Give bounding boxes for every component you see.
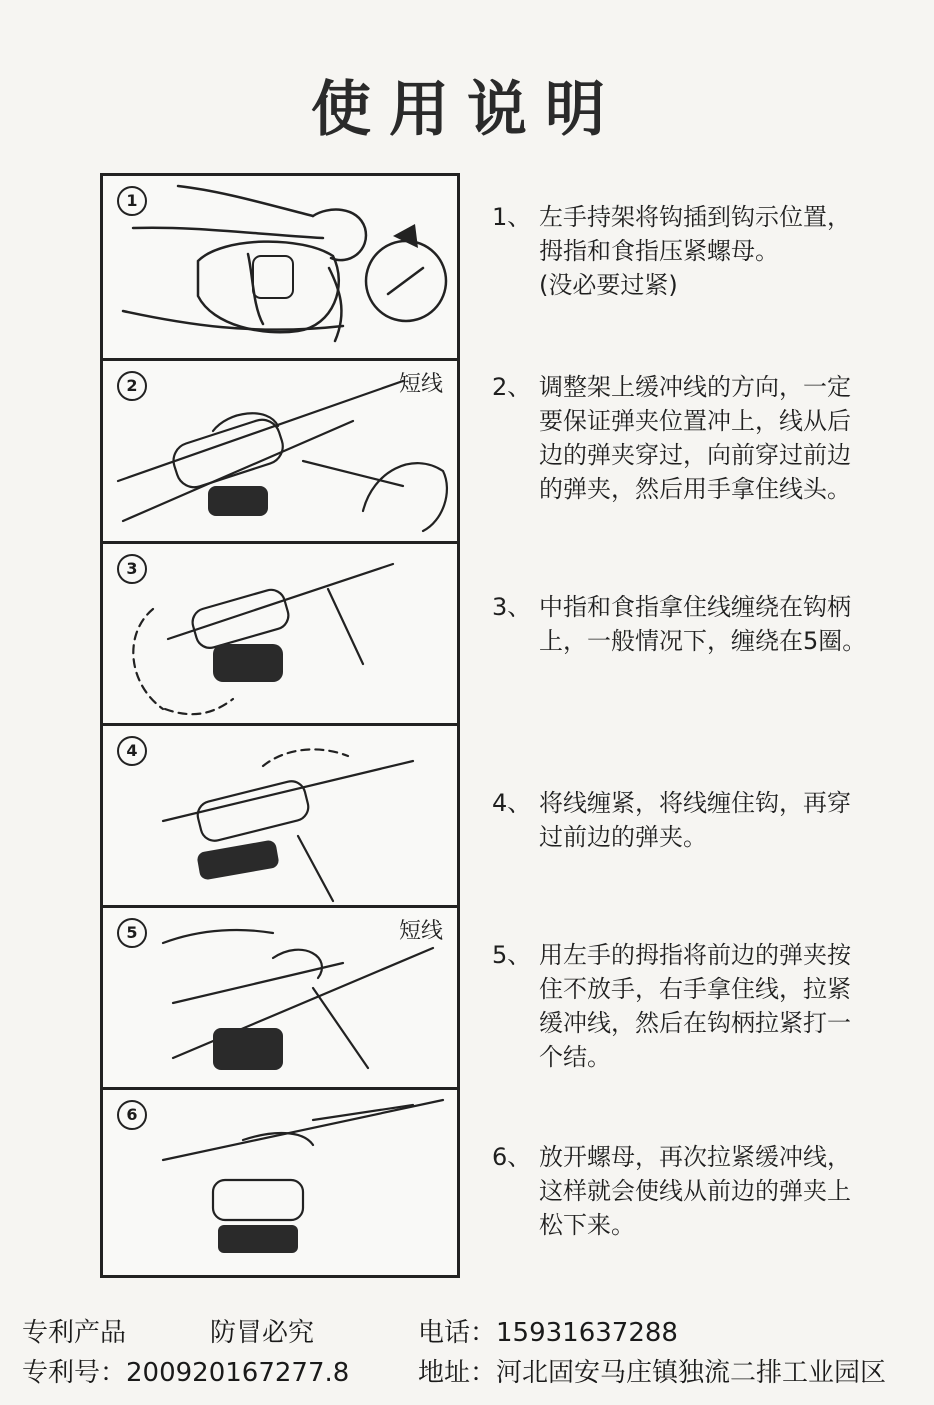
step-number-badge: 5 xyxy=(117,918,147,948)
step-number-badge: 3 xyxy=(117,554,147,584)
step-text: 左手持架将钩插到钩示位置，拇指和食指压紧螺母。 xyxy=(539,203,851,265)
page-title: 使用说明 xyxy=(311,75,623,145)
illustration-panel-5 xyxy=(103,908,457,1090)
instruction-step-3 xyxy=(492,590,872,658)
step-text: 中指和食指拿住线缠绕在钩柄上，一般情况下，缠绕在5圈。 xyxy=(539,593,867,655)
step-number-badge: 2 xyxy=(117,371,147,401)
illustration-panel-4 xyxy=(103,726,457,908)
instruction-step-6 xyxy=(492,1140,872,1242)
instruction-step-1 xyxy=(492,200,872,302)
illustration-panel-6 xyxy=(103,1090,457,1275)
illustration-panel-1 xyxy=(103,176,457,361)
step3-illustration xyxy=(103,544,457,726)
footer-anti-counterfeit: 防冒必究 xyxy=(210,1318,315,1348)
step-text: 用左手的拇指将前边的弹夹按住不放手，右手拿住线，拉紧缓冲线，然后在钩柄拉紧打一个结。 xyxy=(539,941,851,1071)
illustration-column xyxy=(100,173,460,1278)
footer-phone: 电话：15931637288 xyxy=(418,1318,678,1348)
step1-illustration xyxy=(103,176,457,361)
step-number: 2、 xyxy=(492,373,532,401)
short-line-label: 短线 xyxy=(398,919,443,944)
footer-address: 地址：河北固安马庄镇独流二排工业园区 xyxy=(418,1358,887,1388)
step6-illustration xyxy=(103,1090,457,1275)
step-number: 4、 xyxy=(492,789,532,817)
footer-patent-number: 专利号：200920167277.8 xyxy=(22,1358,350,1388)
instruction-step-2 xyxy=(492,370,872,506)
step-number: 3、 xyxy=(492,593,532,621)
step-number: 6、 xyxy=(492,1143,532,1171)
step-number-badge: 4 xyxy=(117,736,147,766)
footer-patent-product: 专利产品 xyxy=(22,1318,127,1348)
instruction-step-5 xyxy=(492,938,872,1074)
step-number-badge: 1 xyxy=(117,186,147,216)
short-line-label: 短线 xyxy=(398,372,443,397)
illustration-panel-3 xyxy=(103,544,457,726)
step-number-badge: 6 xyxy=(117,1100,147,1130)
step-note: (没必要过紧) xyxy=(539,271,678,299)
step-text: 调整架上缓冲线的方向，一定要保证弹夹位置冲上，线从后边的弹夹穿过，向前穿过前边的弹夹，然后用手拿住线头。 xyxy=(539,373,851,503)
step4-illustration xyxy=(103,726,457,908)
step-number: 5、 xyxy=(492,941,532,969)
instruction-step-4 xyxy=(492,786,872,854)
step-text: 将线缠紧，将线缠住钩，再穿过前边的弹夹。 xyxy=(539,789,851,851)
step-number: 1、 xyxy=(492,203,532,231)
step-text: 放开螺母，再次拉紧缓冲线，这样就会使线从前边的弹夹上松下来。 xyxy=(539,1143,851,1239)
illustration-panel-2 xyxy=(103,361,457,544)
